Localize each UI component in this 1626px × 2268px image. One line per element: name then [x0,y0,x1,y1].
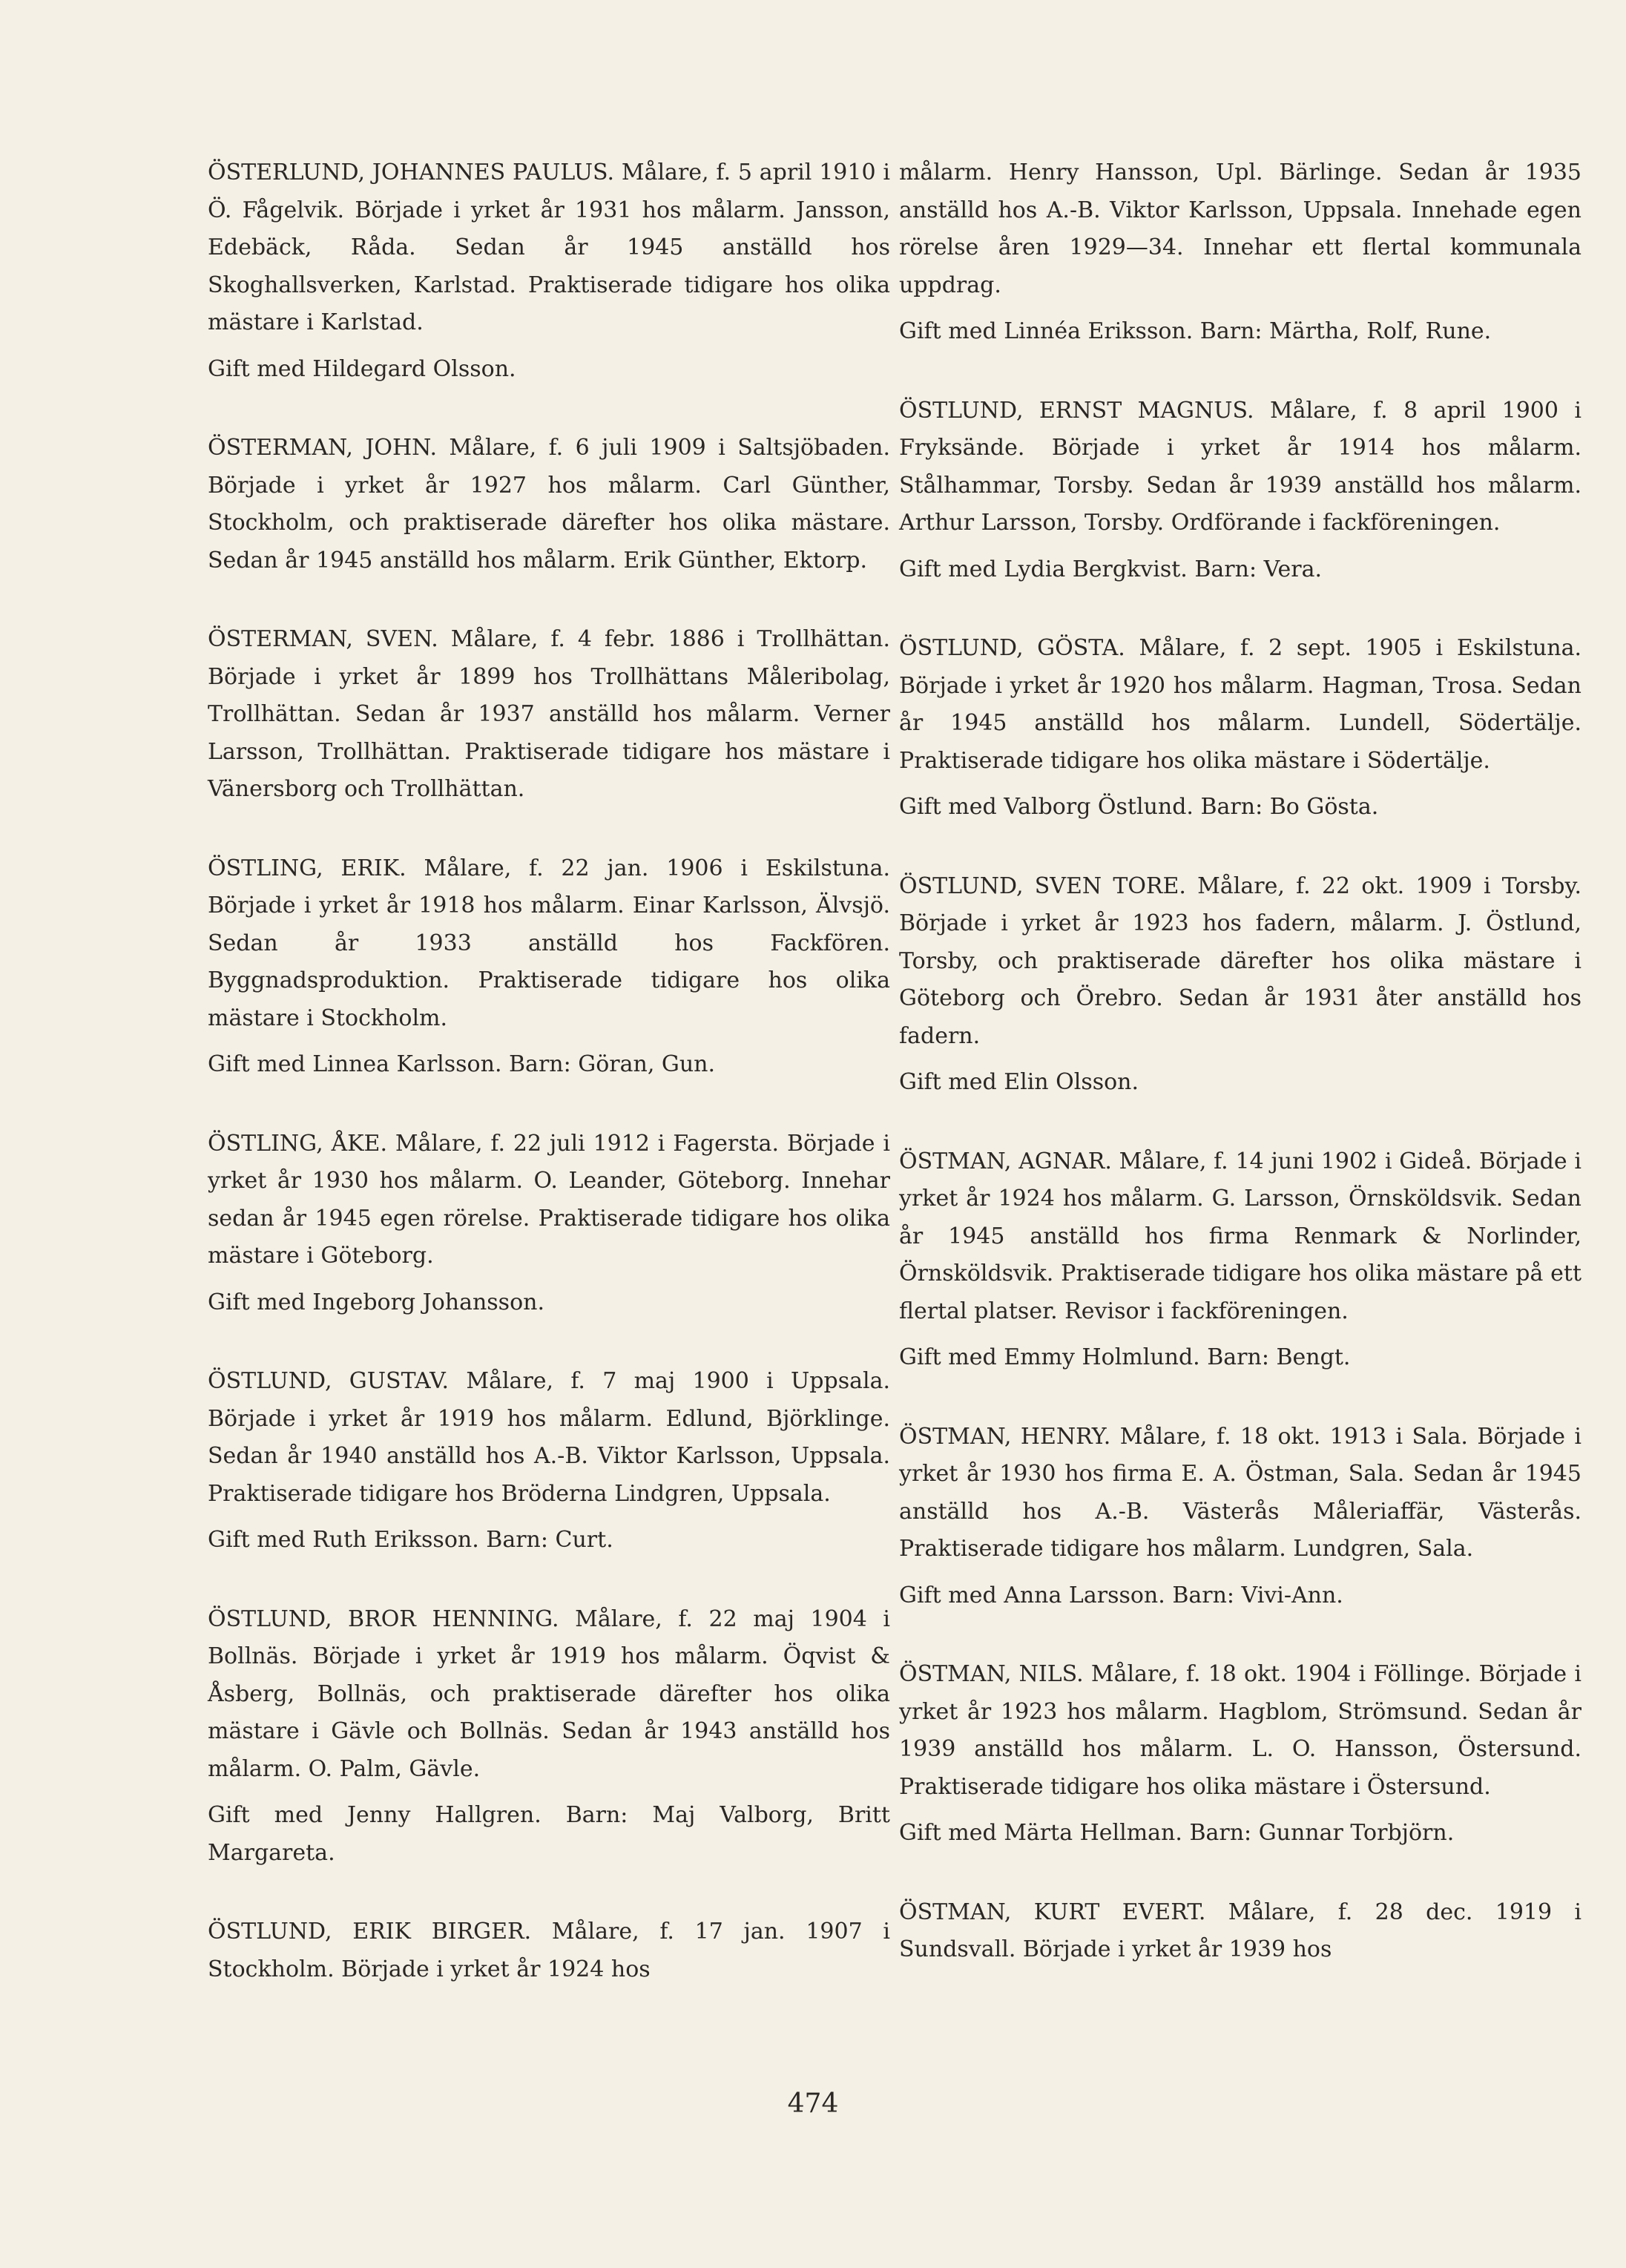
entry-family: Gift med Ruth Eriksson. Barn: Curt. [208,1527,613,1553]
entry [208,1601,890,1873]
entry-family: Gift med Elin Olsson. [899,1069,1139,1095]
entry-text: ÖSTLUND, BROR HENNING. Målare, f. 22 maj 1904 i Bollnäs. Började i yrket år 1919 hos målarm. Öqvist & Åsberg, Bollnäs, och praktiserade därefter hos olika mästare i Gävle och Bollnäs. Sedan år 1943 anställd hos målarm. O. Palm, Gävle. [208,1605,890,1782]
entry-text: ÖSTLUND, ERIK BIRGER. Målare, f. 17 jan. 1907 i Stockholm. Började i yrket år 1924 hos [208,1919,890,1982]
entry [899,1656,1581,1853]
entry-continued [899,154,1581,351]
entry-text: ÖSTLING, ÅKE. Målare, f. 22 juli 1912 i Fagersta. Började i yrket år 1930 hos målarm. O. Leander, Göteborg. Innehar sedan år 1945 egen rörelse. Praktiserade tidigare hos olika mästare i Göteborg. [208,1130,890,1269]
entry [208,621,890,809]
left-column [208,154,890,2030]
entry-text: ÖSTMAN, KURT EVERT. Målare, f. 28 dec. 1919 i Sundsvall. Började i yrket år 1939 hos [899,1899,1581,1962]
entry-text: ÖSTLUND, GÖSTA. Målare, f. 2 sept. 1905 i Eskilstuna. Började i yrket år 1920 hos målarm. Hagman, Trosa. Sedan år 1945 anställd hos målarm. Lundell, Södertälje. Praktiserade tidigare hos olika mästare i Södertälje. [899,635,1581,774]
entry-text: ÖSTLUND, SVEN TORE. Målare, f. 22 okt. 1909 i Torsby. Började i yrket år 1923 hos fadern, målarm. J. Östlund, Torsby, och praktiserade därefter hos olika mästare i Göteborg och Örebro. Sedan år 1931 åter anställd hos fadern. [899,872,1581,1049]
entry-family: Gift med Anna Larsson. Barn: Vivi-Ann. [899,1582,1343,1608]
entry-text: ÖSTLUND, GUSTAV. Målare, f. 7 maj 1900 i Uppsala. Började i yrket år 1919 hos målarm. Edlund, Björklinge. Sedan år 1940 anställd hos A.-B. Viktor Karlsson, Uppsala. Praktiserade tidigare hos Bröderna Lindgren, Uppsala. [208,1368,890,1507]
entry [208,1125,890,1322]
right-column [899,154,1581,2011]
entry-family: Gift med Märta Hellman. Barn: Gunnar Torbjörn. [899,1820,1455,1846]
entry-text: ÖSTERMAN, JOHN. Målare, f. 6 juli 1909 i Saltsjöbaden. Började i yrket år 1927 hos målarm. Carl Günther, Stockholm, och praktiserade därefter hos olika mästare. Sedan år 1945 anställd hos målarm. Erik Günther, Ektorp. [208,435,890,573]
entry [899,392,1581,589]
entry [208,430,890,579]
entry [208,154,890,388]
entry [208,850,890,1084]
entry [208,1363,890,1559]
entry-text: ÖSTMAN, NILS. Målare, f. 18 okt. 1904 i Föllinge. Började i yrket år 1923 hos målarm. Hagblom, Strömsund. Sedan år 1939 anställd hos målarm. L. O. Hansson, Östersund. Praktiserade tidigare hos olika mästare i Östersund. [899,1661,1581,1800]
entry-family: Gift med Lydia Bergkvist. Barn: Vera. [899,556,1323,582]
entry-text: ÖSTMAN, HENRY. Målare, f. 18 okt. 1913 i Sala. Började i yrket år 1930 hos firma E. A. Östman, Sala. Sedan år 1945 anställd hos A.-B. Västerås Måleriaffär, Västerås. Praktiserade tidigare hos målarm. Lundgren, Sala. [899,1423,1581,1562]
entry-text: ÖSTERMAN, SVEN. Målare, f. 4 febr. 1886 i Trollhättan. Började i yrket år 1899 hos Trollhättans Måleribolag, Trollhättan. Sedan år 1937 anställd hos målarm. Verner Larsson, Trollhättan. Praktiserade tidigare hos mästare i Vänersborg och Trollhättan. [208,626,890,802]
entry-family: Gift med Linnéa Eriksson. Barn: Märtha, Rolf, Rune. [899,318,1492,344]
entry [899,1894,1581,1969]
entry-text: målarm. Henry Hansson, Upl. Bärlinge. Sedan år 1935 anställd hos A.-B. Viktor Karlsson, Uppsala. Innehade egen rörelse åren 1929—34. Innehar ett flertal kommunala uppdrag. [899,160,1581,298]
page-number: 474 [787,2088,839,2119]
entry [899,1419,1581,1615]
entry-text: ÖSTLING, ERIK. Målare, f. 22 jan. 1906 i Eskilstuna. Började i yrket år 1918 hos målarm. Einar Karlsson, Älvsjö. Sedan år 1933 anställd hos Fackfören. Byggnadsproduktion. Praktiserade tidigare hos olika mästare i Stockholm. [208,855,890,1031]
entry-family: Gift med Emmy Holmlund. Barn: Bengt. [899,1344,1351,1370]
entry-family: Gift med Hildegard Olsson. [208,355,516,382]
entry-family: Gift med Linnea Karlsson. Barn: Göran, Gun. [208,1051,716,1077]
entry-family: Gift med Ingeborg Johansson. [208,1289,544,1315]
entry-family: Gift med Jenny Hallgren. Barn: Maj Valborg, Britt Margareta. [208,1802,890,1866]
entry [899,1143,1581,1377]
entry-text: ÖSTMAN, AGNAR. Målare, f. 14 juni 1902 i Gideå. Började i yrket år 1924 hos målarm. G. Larsson, Örnsköldsvik. Sedan år 1945 anställd hos firma Renmark & Norlinder, Örnsköldsvik. Praktiserade tidigare hos olika mästare på ett flertal platser. Revisor i fackföreningen. [899,1148,1581,1324]
entry-family: Gift med Valborg Östlund. Barn: Bo Gösta. [899,794,1379,820]
entry [899,630,1581,826]
entry-text: ÖSTLUND, ERNST MAGNUS. Målare, f. 8 april 1900 i Fryksände. Började i yrket år 1914 hos målarm. Stålhammar, Torsby. Sedan år 1939 anställd hos målarm. Arthur Larsson, Torsby. Ordförande i fackföreningen. [899,397,1581,536]
entry [899,868,1581,1102]
entry-text: ÖSTERLUND, JOHANNES PAULUS. Målare, f. 5 april 1910 i Ö. Fågelvik. Började i yrket år 1931 hos målarm. Jansson, Edebäck, Råda. Sedan år 1945 anställd hos Skoghallsverken, Karlstad. Praktiserade tidigare hos olika mästare i Karlstad. [208,160,890,335]
entry [208,1913,890,1988]
